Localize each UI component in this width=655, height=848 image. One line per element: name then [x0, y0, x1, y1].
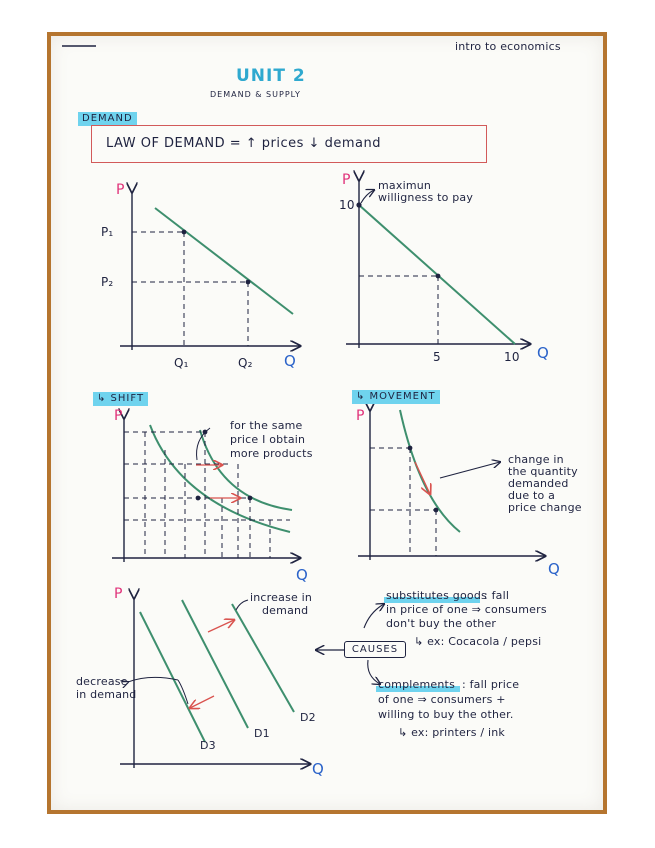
- shift-note-line3: more products: [230, 447, 313, 460]
- demand-section-label: DEMAND: [78, 112, 137, 126]
- graph2-note-line2: willigness to pay: [378, 191, 474, 204]
- movement-note-line5: price change: [508, 501, 582, 514]
- shift-section-label: ↳ SHIFT: [93, 392, 148, 406]
- graph2-price-axis-label: P: [342, 172, 351, 188]
- graph2-demand-curve-plot: [346, 180, 530, 348]
- shift-note-line2: price I obtain: [230, 433, 306, 446]
- graph2-x-end-label: 10: [504, 350, 520, 364]
- increase-demand-line1: increase in: [250, 591, 313, 604]
- substitutes-line2: in price of one ⇒ consumers: [386, 603, 547, 616]
- movement-note-line1: change in: [508, 453, 564, 466]
- graph1-quantity-axis-label: Q: [284, 352, 297, 370]
- complements-title: complements: [378, 678, 455, 691]
- graph5-quantity-axis-label: Q: [312, 760, 325, 778]
- movement-price-axis-label: P: [356, 408, 365, 424]
- decrease-demand-line2: in demand: [76, 688, 137, 701]
- graph1-p2-label: P₂: [101, 275, 114, 289]
- movement-section-label: ↳ MOVEMENT: [352, 390, 440, 404]
- graph5-d2-label: D2: [300, 711, 316, 724]
- substitutes-line1: : fall: [484, 589, 510, 602]
- graph2-x-mid-label: 5: [433, 350, 441, 364]
- graph1-q1-label: Q₁: [174, 356, 189, 370]
- substitutes-title: substitutes goods: [386, 589, 487, 602]
- increase-demand-line2: demand: [262, 604, 309, 617]
- movement-quantity-axis-label: Q: [548, 560, 561, 578]
- complements-line3: willing to buy the other.: [378, 708, 514, 721]
- graph1-demand-curve-plot: [120, 192, 300, 350]
- graph1-price-axis-label: P: [116, 182, 125, 198]
- graph2-note-line1: maximun: [378, 179, 432, 192]
- graph1-q2-label: Q₂: [238, 356, 253, 370]
- complements-line1: : fall price: [462, 678, 520, 691]
- shift-note-line1: for the same: [230, 419, 303, 432]
- substitutes-example: ↳ ex: Cocacola / pepsi: [414, 635, 542, 648]
- graph2-quantity-axis-label: Q: [537, 344, 550, 362]
- substitutes-line3: don't buy the other: [386, 617, 497, 630]
- graph5-price-axis-label: P: [114, 586, 123, 602]
- unit-subtitle: DEMAND & SUPPLY: [210, 90, 301, 99]
- movement-note-line2: the quantity: [508, 465, 578, 478]
- complements-line2: of one ⇒ consumers +: [378, 693, 506, 706]
- graph1-p1-label: P₁: [101, 225, 114, 239]
- causes-box: CAUSES: [344, 641, 406, 658]
- course-header: intro to economics: [455, 40, 561, 53]
- law-of-demand-text: LAW OF DEMAND = ↑ prices ↓ demand: [106, 136, 381, 151]
- unit-title: UNIT 2: [236, 66, 306, 86]
- movement-note-line3: demanded: [508, 477, 569, 490]
- graph5-d1-label: D1: [254, 727, 270, 740]
- decrease-demand-line1: decrease: [76, 675, 128, 688]
- shift-price-axis-label: P: [114, 408, 123, 424]
- complements-example: ↳ ex: printers / ink: [398, 726, 505, 739]
- movement-note-line4: due to a: [508, 489, 556, 502]
- shift-quantity-axis-label: Q: [296, 566, 309, 584]
- graph5-d3-label: D3: [200, 739, 216, 752]
- graph2-y-value-label: 10: [339, 198, 355, 212]
